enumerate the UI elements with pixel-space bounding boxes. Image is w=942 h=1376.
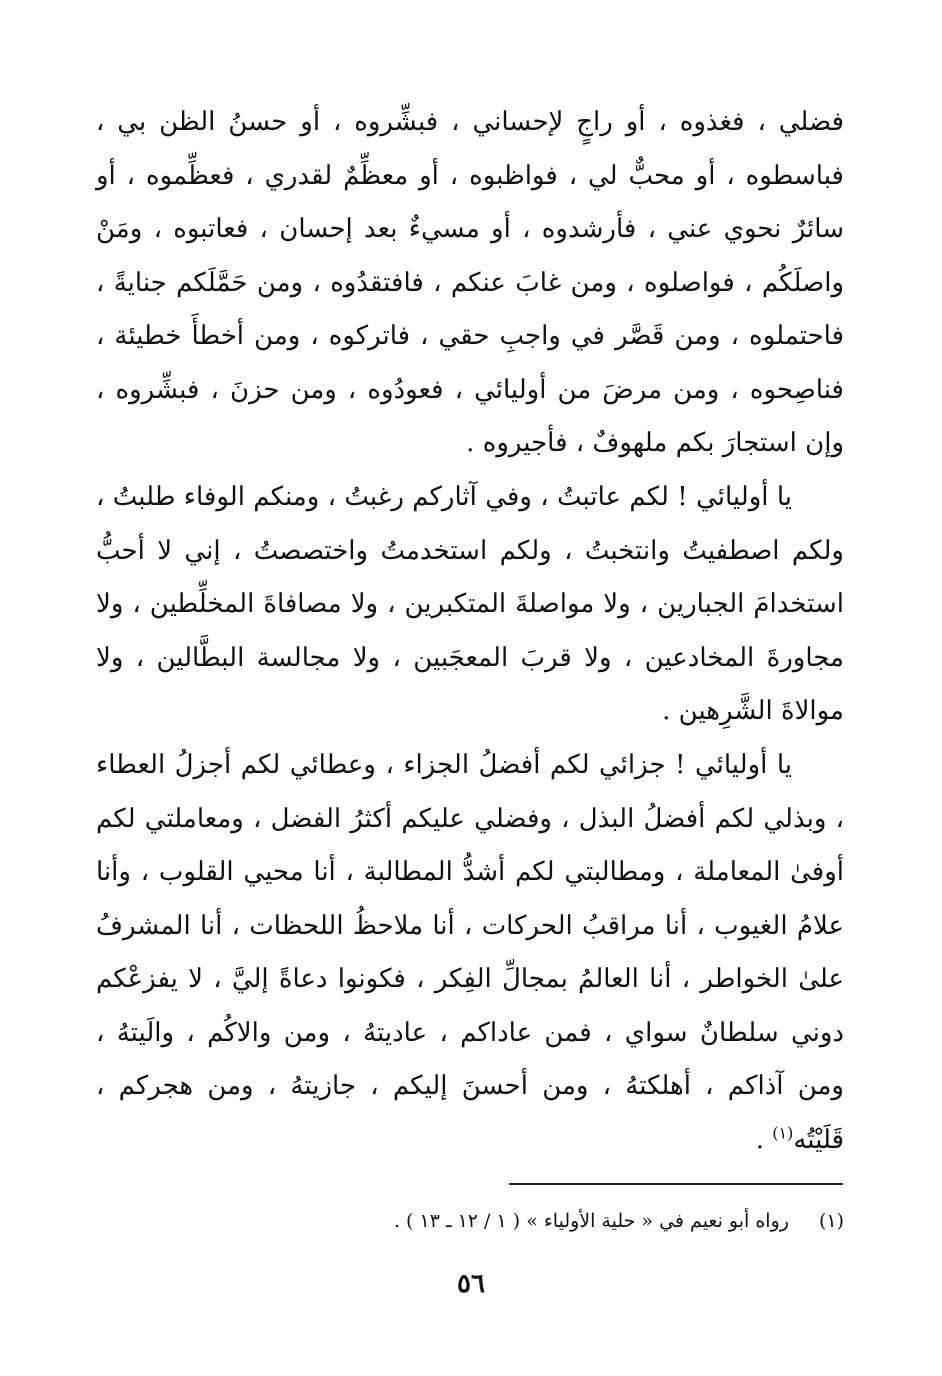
footnote-reference: (١)	[772, 1122, 794, 1142]
paragraph-continuation: فضلي ، فغذوه ، أو راجٍ لإحساني ، فبشِّروه ، أو حسنُ الظن بي ، فباسطوه ، أو محبٌّ لي ، فواظبوه ، أو معظِّمٌ لقدري ، فعظِّموه ، أو سائرٌ نحوي عني ، فأرشدوه ، أو مسيءٌ بعد إحسان ، فعاتبوه ، ومَنْ واصلَكُم ، فواصلوه ، ومن غابَ عنكم ، فافتقدُوه ، ومن حَمَّلَكم جنايةً ، فاحتملوه ، ومن قَصَّر في واجبِ حقي ، فاتركوه ، ومن أخطأَ خطيئة ، فناصِحوه ، ومن مرضَ من أوليائي ، فعودُوه ، ومن حزنَ ، فبشِّروه ، وإن استجارَ بكم ملهوفٌ ، فأجيروه .	[96, 107, 844, 458]
footnote-number: (١)	[818, 1210, 844, 1232]
paragraph-end-mark: .	[755, 1124, 773, 1155]
footnote-text: رواه أبو نعيم في « حلية الأولياء » ( ١ / ١٢ ـ ١٣ ) .	[393, 1210, 789, 1232]
paragraph-awliya-1: يا أوليائي ! لكم عاتبتُ ، وفي آثاركم رغبتُ ، ومنكم الوفاء طلبتُ ، ولكم اصطفيتُ وانتخبتُ ، ولكم استخدمتُ واختصصتُ ، إني لا أحبُّ استخدامَ الجبارين ، ولا مواصلةَ المتكبرين ، ولا مصافاةَ المخلِّطين ، ولا مجاورةَ المخادعين ، ولا قربَ المعجَبين ، ولا مجالسة البطَّالين ، ولا موالاةَ الشَّرِهين .	[96, 482, 844, 726]
paragraph-awliya-2-text: يا أوليائي ! جزائي لكم أفضلُ الجزاء ، وعطائي لكم أجزلُ العطاء ، وبذلي لكم أفضلُ البذل ، وفضلي عليكم أكثرُ الفضل ، ومعاملتي لكم أوفىٰ المعاملة ، ومطالبتي لكم أشدُّ المطالبة ، أنا محيي القلوب ، وأنا علامُ الغيوب ، أنا مراقبُ الحركات ، أنا ملاحظُ اللحظات ، أنا المشرفُ علىٰ الخواطر ، أنا العالمُ بمجالِّ الفِكر ، فكونوا دعاةً إليَّ ، لا يفزعْكم دوني سلطانٌ سواي ، فمن عاداكم ، عاديتهُ ، ومن والاكُم ، والَيتهُ ، ومن آذاكم ، أهلكتهُ ، ومن أحسنَ إليكم ، جازيتهُ ، ومن هجركم ، قَلَيْتُه	[96, 750, 844, 1155]
footnote	[300, 1206, 844, 1236]
main-text	[96, 96, 844, 1167]
page-number: ٥٦	[457, 1269, 485, 1299]
paragraph-awliya-2	[96, 739, 844, 1167]
footnote-divider	[509, 1183, 843, 1185]
